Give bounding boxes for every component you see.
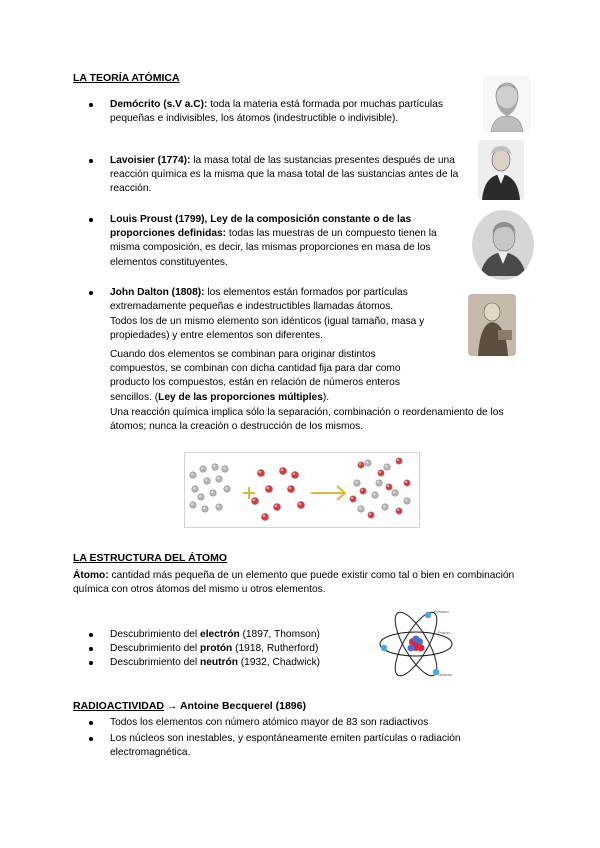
neutron-post: (1932, Chadwick): [237, 657, 321, 668]
proust-text: todas las muestras de un compuesto tienen la misma composición, es decir, las mismas proporciones en masa de los elementos constituyentes.: [110, 228, 437, 268]
atomo-definition: [73, 569, 533, 597]
red-atom: [291, 471, 298, 478]
product-atom: [392, 490, 398, 496]
gray-atom-highlight: [205, 479, 207, 481]
list-item-proust: [110, 213, 462, 270]
lavoisier-name: Lavoisier (1774):: [110, 155, 191, 166]
product-atom: [365, 460, 371, 466]
gray-atom-highlight: [201, 467, 203, 469]
red-atom-highlight: [275, 505, 278, 508]
gray-atom-highlight: [211, 491, 213, 493]
product-atom-highlight: [361, 489, 363, 491]
red-atom-highlight: [253, 499, 256, 502]
label-electron: Electrón: [434, 609, 449, 614]
gray-atom-highlight: [217, 505, 219, 507]
portrait-dalton: [468, 294, 516, 356]
gray-atom-highlight: [199, 495, 201, 497]
dalton-law: Ley de las proporciones múltiples: [158, 391, 323, 403]
product-atom-highlight: [397, 509, 399, 511]
reaction-figure: [184, 452, 420, 528]
product-atom: [376, 480, 382, 486]
neutron-pre: Descubrimiento del: [110, 657, 201, 668]
red-atom-highlight: [293, 473, 296, 476]
dalton-text-2: Todos los de un mismo elemento son idénticos (igual tamaño, masa y propiedades) y entre elementos son diferentes.: [110, 316, 425, 342]
gray-atom: [192, 486, 198, 492]
nucleus: [408, 636, 425, 652]
product-atom-highlight: [405, 481, 407, 483]
proust-name: Louis Proust (1799), Ley de la composición constante o de las proporciones definidas:: [110, 214, 412, 240]
proton-pre: Descubrimiento del: [110, 643, 201, 654]
electron-pre: Descubrimiento del: [110, 629, 201, 640]
portrait-democrito: [483, 76, 531, 132]
red-atom-highlight: [299, 503, 302, 506]
gray-atom: [202, 506, 208, 512]
gray-atom: [216, 504, 222, 510]
product-atom-highlight: [359, 507, 361, 509]
list-item-neutron: [110, 656, 380, 670]
democrito-name: Demócrito (s.V a.C):: [110, 99, 208, 110]
list-item-lavoisier: [110, 154, 466, 197]
gray-atom: [190, 472, 196, 478]
gray-atom: [224, 486, 230, 492]
list-item-proton: [110, 642, 380, 656]
gray-atom-highlight: [191, 473, 193, 475]
section-title-teoria-atomica: LA TEORÍA ATÓMICA: [73, 72, 180, 84]
product-atom: [396, 458, 402, 464]
red-atom-highlight: [259, 471, 262, 474]
product-atom: [350, 496, 356, 502]
dalton-text-3: [110, 348, 406, 405]
plus-sign: [243, 487, 255, 499]
product-atom: [384, 464, 390, 470]
product-atom: [358, 462, 364, 468]
product-atom-highlight: [383, 505, 385, 507]
product-atom-highlight: [359, 463, 361, 465]
product-atom: [378, 470, 384, 476]
product-atom: [372, 492, 378, 498]
gray-atom: [222, 466, 228, 472]
dalton-text-3-body: Cuando dos elementos se combinan para originar distintos compuestos, se combinan con dicha cantidad fija para dar como producto los compuestos, están en relación de números enteros sencillos. (: [110, 349, 401, 403]
reaction-illustration: [185, 453, 419, 527]
proton-post: (1918, Rutherford): [232, 643, 319, 654]
product-atom-highlight: [377, 481, 379, 483]
product-atom: [404, 498, 410, 504]
product-atom-highlight: [385, 465, 387, 467]
gray-atom: [216, 476, 222, 482]
red-atom-highlight: [263, 515, 266, 518]
democrito-text: toda la materia está formada por muchas partículas pequeñas e indivisibles, los átomos (indestructible o indivisible).: [110, 99, 443, 125]
neutron-word: neutrón: [200, 657, 238, 668]
lavoisier-text: la masa total de las sustancias presentes después de una reacción química es la misma que la masa total de las sustancias antes de la reacción.: [110, 155, 459, 195]
electron-word: electrón: [200, 629, 240, 640]
atom-diagram: [376, 604, 466, 682]
list-item-dalton: [110, 286, 450, 314]
dalton-text-4: Una reacción química implica sólo la separación, combinación o reordenamiento de los átomos; nunca la creación o destrucción de los mismos.: [110, 407, 504, 433]
product-atom: [404, 480, 410, 486]
red-atom: [251, 497, 258, 504]
red-atom: [261, 513, 268, 520]
electron-post: (1897, Thomson): [239, 629, 320, 640]
red-atom: [279, 467, 286, 474]
gray-atom: [212, 464, 218, 470]
gray-atom: [210, 490, 216, 496]
product-atom-highlight: [379, 471, 381, 473]
reaction-arrow: [311, 486, 345, 500]
proton-word: protón: [200, 643, 233, 654]
product-atom-highlight: [397, 459, 399, 461]
gray-atom-highlight: [217, 477, 219, 479]
gray-atom-highlight: [191, 503, 193, 505]
red-atom-highlight: [289, 487, 292, 490]
dalton-text-3-end: ).: [322, 391, 330, 403]
red-atom-highlight: [267, 487, 270, 490]
label-proton: Protón: [438, 630, 450, 635]
atomo-label: Átomo:: [73, 570, 109, 581]
list-item-radiactivos: Todos los elementos con número atómico mayor de 83 son radiactivos: [110, 716, 510, 730]
label-neutron: Neutrón: [438, 672, 453, 677]
product-atom-highlight: [393, 491, 395, 493]
red-atom: [257, 469, 264, 476]
product-atom: [358, 506, 364, 512]
gray-atom-highlight: [225, 487, 227, 489]
list-item-democrito: [110, 98, 450, 126]
list-item-nucleos-inestables: Los núcleos son inestables, y espontáneamente emiten partículas o radiación electromagnética.: [110, 732, 510, 760]
gray-atom-highlight: [193, 487, 195, 489]
atomo-text: cantidad más pequeña de un elemento que puede existir como tal o bien en combinación química con otros átomos del mismo u otros elementos.: [73, 570, 515, 596]
red-atom: [273, 503, 280, 510]
gray-atom: [200, 466, 206, 472]
red-atom-highlight: [281, 469, 284, 472]
product-atom: [386, 484, 392, 490]
product-atom: [396, 508, 402, 514]
red-atom: [297, 501, 304, 508]
product-atom-highlight: [351, 497, 353, 499]
portrait-lavoisier: [478, 140, 524, 200]
product-atom-highlight: [373, 493, 375, 495]
gray-atom: [204, 478, 210, 484]
product-atom-highlight: [387, 485, 389, 487]
product-atom: [354, 480, 360, 486]
gray-atom-highlight: [213, 465, 215, 467]
red-atom: [265, 485, 272, 492]
product-atom: [368, 512, 374, 518]
red-atom: [287, 485, 294, 492]
section-title-radioactividad: RADIOACTIVIDAD: [73, 700, 164, 712]
product-atom: [382, 504, 388, 510]
product-atom-highlight: [355, 481, 357, 483]
gray-atom: [190, 502, 196, 508]
product-atom-highlight: [369, 513, 371, 515]
dalton-text-1: los elementos están formados por partículas extremadamente pequeñas e indestructibles llamadas átomos.: [110, 287, 408, 313]
section-title-estructura-atomo: LA ESTRUCTURA DEL ÁTOMO: [73, 552, 227, 564]
gray-atom: [198, 494, 204, 500]
becquerel-text: → Antoine Becquerel (1896): [164, 700, 306, 712]
gray-atom-highlight: [223, 467, 225, 469]
list-item-electron: [110, 628, 380, 642]
portrait-proust: [472, 210, 534, 280]
product-atom: [360, 488, 366, 494]
gray-atom-highlight: [203, 507, 205, 509]
product-atom-highlight: [405, 499, 407, 501]
product-atom-highlight: [366, 461, 368, 463]
dalton-name: John Dalton (1808):: [110, 287, 205, 298]
radioactividad-heading: [73, 700, 306, 712]
